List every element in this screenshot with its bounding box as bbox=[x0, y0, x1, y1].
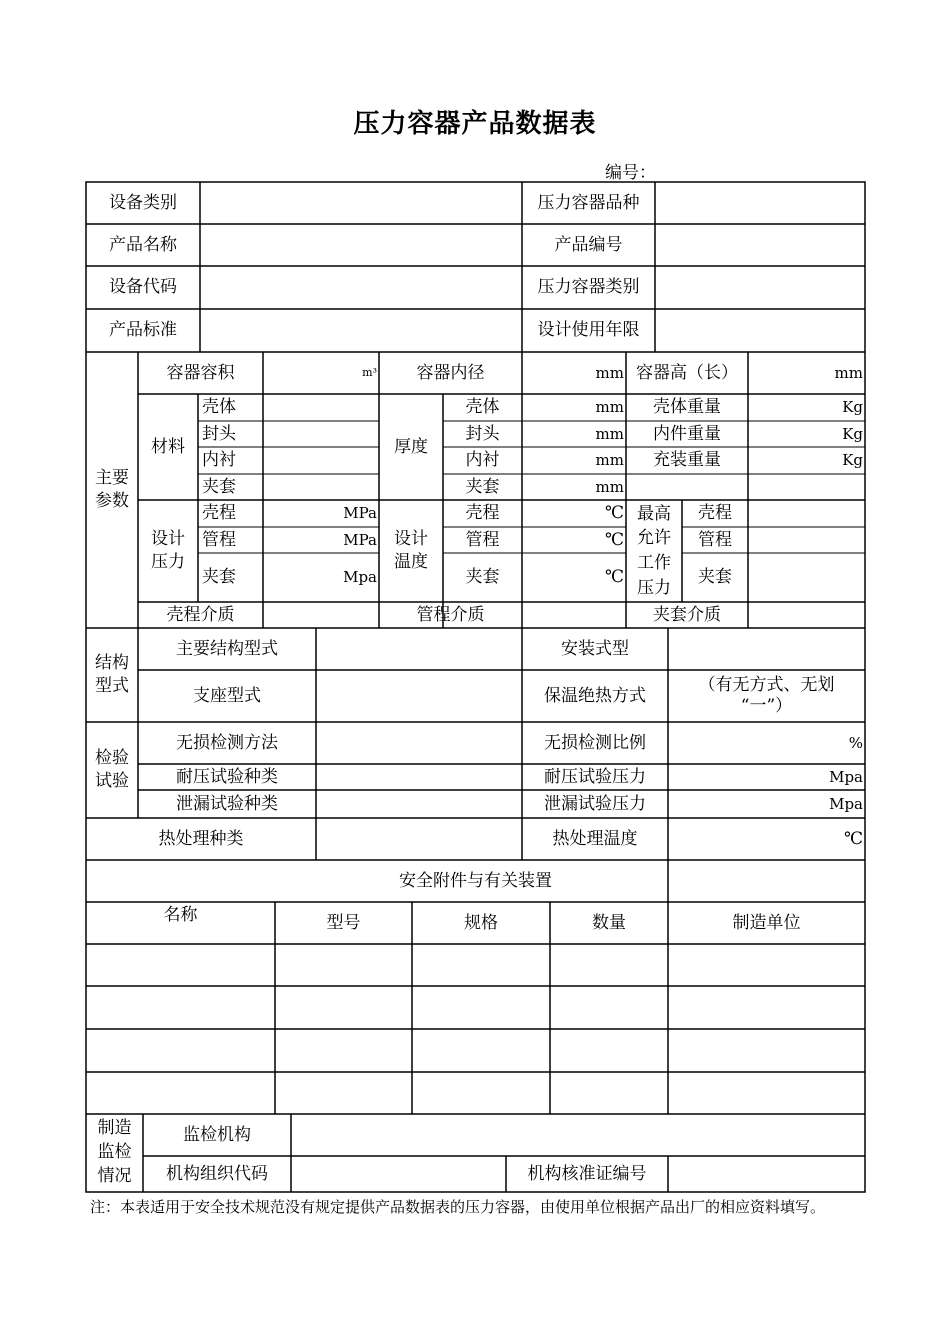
label-material-lining: 内衬 bbox=[202, 450, 236, 471]
label-material: 材料 bbox=[151, 436, 185, 457]
field-ndt-ratio[interactable]: % bbox=[848, 733, 863, 752]
field-heat-type[interactable] bbox=[316, 818, 522, 860]
field-installation[interactable] bbox=[668, 628, 865, 670]
footnote: 注：本表适用于安全技术规范没有规定提供产品数据表的压力容器，由使用单位根据产品出厂的相应资料填写。 bbox=[90, 1198, 826, 1216]
label-pressure-test-pressure: 耐压试验压力 bbox=[544, 766, 646, 787]
field-dt-shell[interactable]: ℃ bbox=[604, 503, 624, 524]
label-material-jacket: 夹套 bbox=[202, 476, 236, 497]
label-charge-weight: 充装重量 bbox=[653, 450, 721, 471]
field-dt-tube[interactable]: ℃ bbox=[604, 529, 624, 550]
label-max-pressure: 最高 允许 工作 压力 bbox=[637, 503, 671, 598]
label-product-name: 产品名称 bbox=[109, 234, 177, 255]
field-thickness-lining[interactable]: mm bbox=[595, 451, 624, 470]
field-heat-temperature[interactable]: ℃ bbox=[843, 828, 863, 849]
col-model: 型号 bbox=[326, 912, 361, 933]
label-leak-test-type: 泄漏试验种类 bbox=[176, 793, 278, 814]
field-dt-jacket[interactable]: ℃ bbox=[604, 567, 624, 588]
field-jacket-medium[interactable] bbox=[748, 602, 865, 628]
field-shell-weight[interactable]: Kg bbox=[842, 398, 863, 417]
label-tube-medium: 管程介质 bbox=[416, 604, 485, 625]
label-device-code: 设备代码 bbox=[109, 277, 177, 298]
field-vessel-category[interactable] bbox=[655, 266, 865, 309]
label-thickness-head: 封头 bbox=[465, 423, 500, 444]
table-row[interactable] bbox=[86, 986, 865, 1029]
label-height: 容器高（长） bbox=[636, 362, 738, 383]
label-heat-type: 热处理种类 bbox=[158, 828, 244, 849]
field-product-standard[interactable] bbox=[200, 309, 522, 352]
field-thickness-head[interactable]: mm bbox=[595, 424, 624, 443]
label-product-standard: 产品标准 bbox=[109, 320, 177, 341]
label-mp-tube: 管程 bbox=[698, 529, 732, 550]
field-product-name[interactable] bbox=[200, 224, 522, 266]
field-mp-tube[interactable] bbox=[748, 527, 865, 553]
label-material-head: 封头 bbox=[202, 423, 236, 444]
label-vessel-variety: 压力容器品种 bbox=[537, 192, 640, 213]
label-jacket-medium: 夹套介质 bbox=[653, 604, 721, 625]
field-device-category[interactable] bbox=[200, 182, 522, 224]
label-ndt-ratio: 无损检测比例 bbox=[544, 732, 646, 753]
field-dp-tube[interactable]: MPa bbox=[343, 530, 377, 549]
field-leak-test-pressure[interactable]: Mpa bbox=[829, 794, 863, 813]
label-approval-no: 机构核准证编号 bbox=[527, 1163, 647, 1184]
field-dp-shell[interactable]: MPa bbox=[343, 504, 377, 523]
field-mp-jacket[interactable] bbox=[748, 553, 865, 602]
label-product-number: 产品编号 bbox=[554, 234, 623, 255]
label-material-shell: 壳体 bbox=[202, 397, 236, 418]
field-support[interactable] bbox=[316, 670, 522, 722]
label-dt-shell: 壳程 bbox=[465, 503, 500, 524]
field-leak-test-type[interactable] bbox=[316, 790, 522, 818]
label-ndt-method: 无损检测方法 bbox=[176, 732, 278, 753]
label-main-structure: 主要结构型式 bbox=[176, 638, 278, 659]
field-volume[interactable]: m³ bbox=[362, 365, 377, 379]
label-installation: 安装式型 bbox=[561, 638, 629, 659]
label-internal-weight: 内件重量 bbox=[653, 423, 721, 444]
section-supervision: 制造 监检 情况 bbox=[97, 1118, 132, 1186]
field-org-code[interactable] bbox=[291, 1156, 506, 1192]
section-structure: 结构 型式 bbox=[95, 653, 129, 696]
label-shell-weight: 壳体重量 bbox=[653, 397, 721, 418]
field-tube-medium[interactable] bbox=[522, 602, 626, 628]
field-pressure-test-type[interactable] bbox=[316, 764, 522, 790]
label-inner-diameter: 容器内径 bbox=[416, 362, 485, 383]
col-name: 名称 bbox=[163, 904, 198, 925]
label-dp-jacket: 夹套 bbox=[202, 567, 236, 588]
field-agency[interactable] bbox=[291, 1114, 865, 1156]
field-dp-jacket[interactable]: Mpa bbox=[343, 568, 377, 587]
label-support: 支座型式 bbox=[193, 685, 261, 706]
label-thickness-jacket: 夹套 bbox=[465, 476, 500, 497]
field-pressure-test-pressure[interactable]: Mpa bbox=[829, 767, 863, 786]
page-title: 压力容器产品数据表 bbox=[353, 109, 597, 139]
field-material-head[interactable] bbox=[263, 421, 379, 447]
field-material-lining[interactable] bbox=[263, 447, 379, 474]
field-shell-medium[interactable] bbox=[263, 602, 379, 628]
table-row[interactable] bbox=[86, 944, 865, 986]
field-device-code[interactable] bbox=[200, 266, 522, 309]
field-approval-no[interactable] bbox=[668, 1156, 865, 1192]
label-thickness-shell: 壳体 bbox=[465, 397, 500, 418]
field-thickness-shell[interactable]: mm bbox=[595, 398, 624, 417]
field-ndt-method[interactable] bbox=[316, 722, 522, 764]
serial-number-label: 编号： bbox=[605, 163, 656, 183]
field-charge-weight[interactable]: Kg bbox=[842, 451, 863, 470]
col-manufacturer: 制造单位 bbox=[732, 912, 801, 933]
label-insulation: 保温绝热方式 bbox=[544, 685, 646, 706]
label-dt-jacket: 夹套 bbox=[465, 567, 500, 588]
section-main-params: 主要 参数 bbox=[95, 468, 129, 511]
label-agency: 监检机构 bbox=[183, 1124, 251, 1145]
field-height[interactable]: mm bbox=[834, 363, 863, 382]
label-heat-temperature: 热处理温度 bbox=[552, 828, 638, 849]
field-internal-weight[interactable]: Kg bbox=[842, 424, 863, 443]
label-vessel-category: 压力容器类别 bbox=[537, 277, 640, 298]
col-spec: 规格 bbox=[464, 912, 498, 933]
label-mp-shell: 壳程 bbox=[698, 503, 732, 524]
col-quantity: 数量 bbox=[592, 912, 626, 933]
label-device-category: 设备类别 bbox=[109, 192, 177, 213]
label-design-life: 设计使用年限 bbox=[537, 320, 640, 341]
field-material-shell[interactable] bbox=[263, 394, 379, 421]
table-row[interactable] bbox=[86, 1072, 865, 1114]
label-volume: 容器容积 bbox=[166, 362, 235, 383]
label-org-code: 机构组织代码 bbox=[166, 1163, 268, 1184]
field-inner-diameter[interactable]: mm bbox=[595, 363, 624, 382]
field-mp-shell[interactable] bbox=[748, 500, 865, 527]
label-design-temp: 设计 温度 bbox=[394, 529, 428, 572]
label-shell-medium: 壳程介质 bbox=[166, 604, 235, 625]
field-main-structure[interactable] bbox=[316, 628, 522, 670]
field-vessel-variety[interactable] bbox=[655, 182, 865, 224]
label-mp-jacket: 夹套 bbox=[698, 567, 732, 588]
field-thickness-jacket[interactable]: mm bbox=[595, 477, 624, 496]
field-product-number[interactable] bbox=[655, 224, 865, 266]
label-design-pressure: 设计 压力 bbox=[151, 529, 185, 572]
label-dt-tube: 管程 bbox=[465, 529, 500, 550]
field-design-life[interactable] bbox=[655, 309, 865, 352]
label-leak-test-pressure: 泄漏试验压力 bbox=[544, 793, 646, 814]
field-material-jacket[interactable] bbox=[263, 474, 379, 500]
label-thickness-lining: 内衬 bbox=[465, 450, 500, 471]
table-row[interactable] bbox=[86, 1029, 865, 1072]
safety-header: 安全附件与有关装置 bbox=[399, 870, 552, 891]
label-dp-tube: 管程 bbox=[202, 529, 236, 550]
field-insulation[interactable]: （有无方式、无划 “一”） bbox=[698, 674, 835, 716]
section-inspection: 检验 试验 bbox=[95, 748, 129, 791]
label-pressure-test-type: 耐压试验种类 bbox=[176, 766, 278, 787]
label-thickness: 厚度 bbox=[394, 436, 428, 457]
label-dp-shell: 壳程 bbox=[202, 503, 236, 524]
